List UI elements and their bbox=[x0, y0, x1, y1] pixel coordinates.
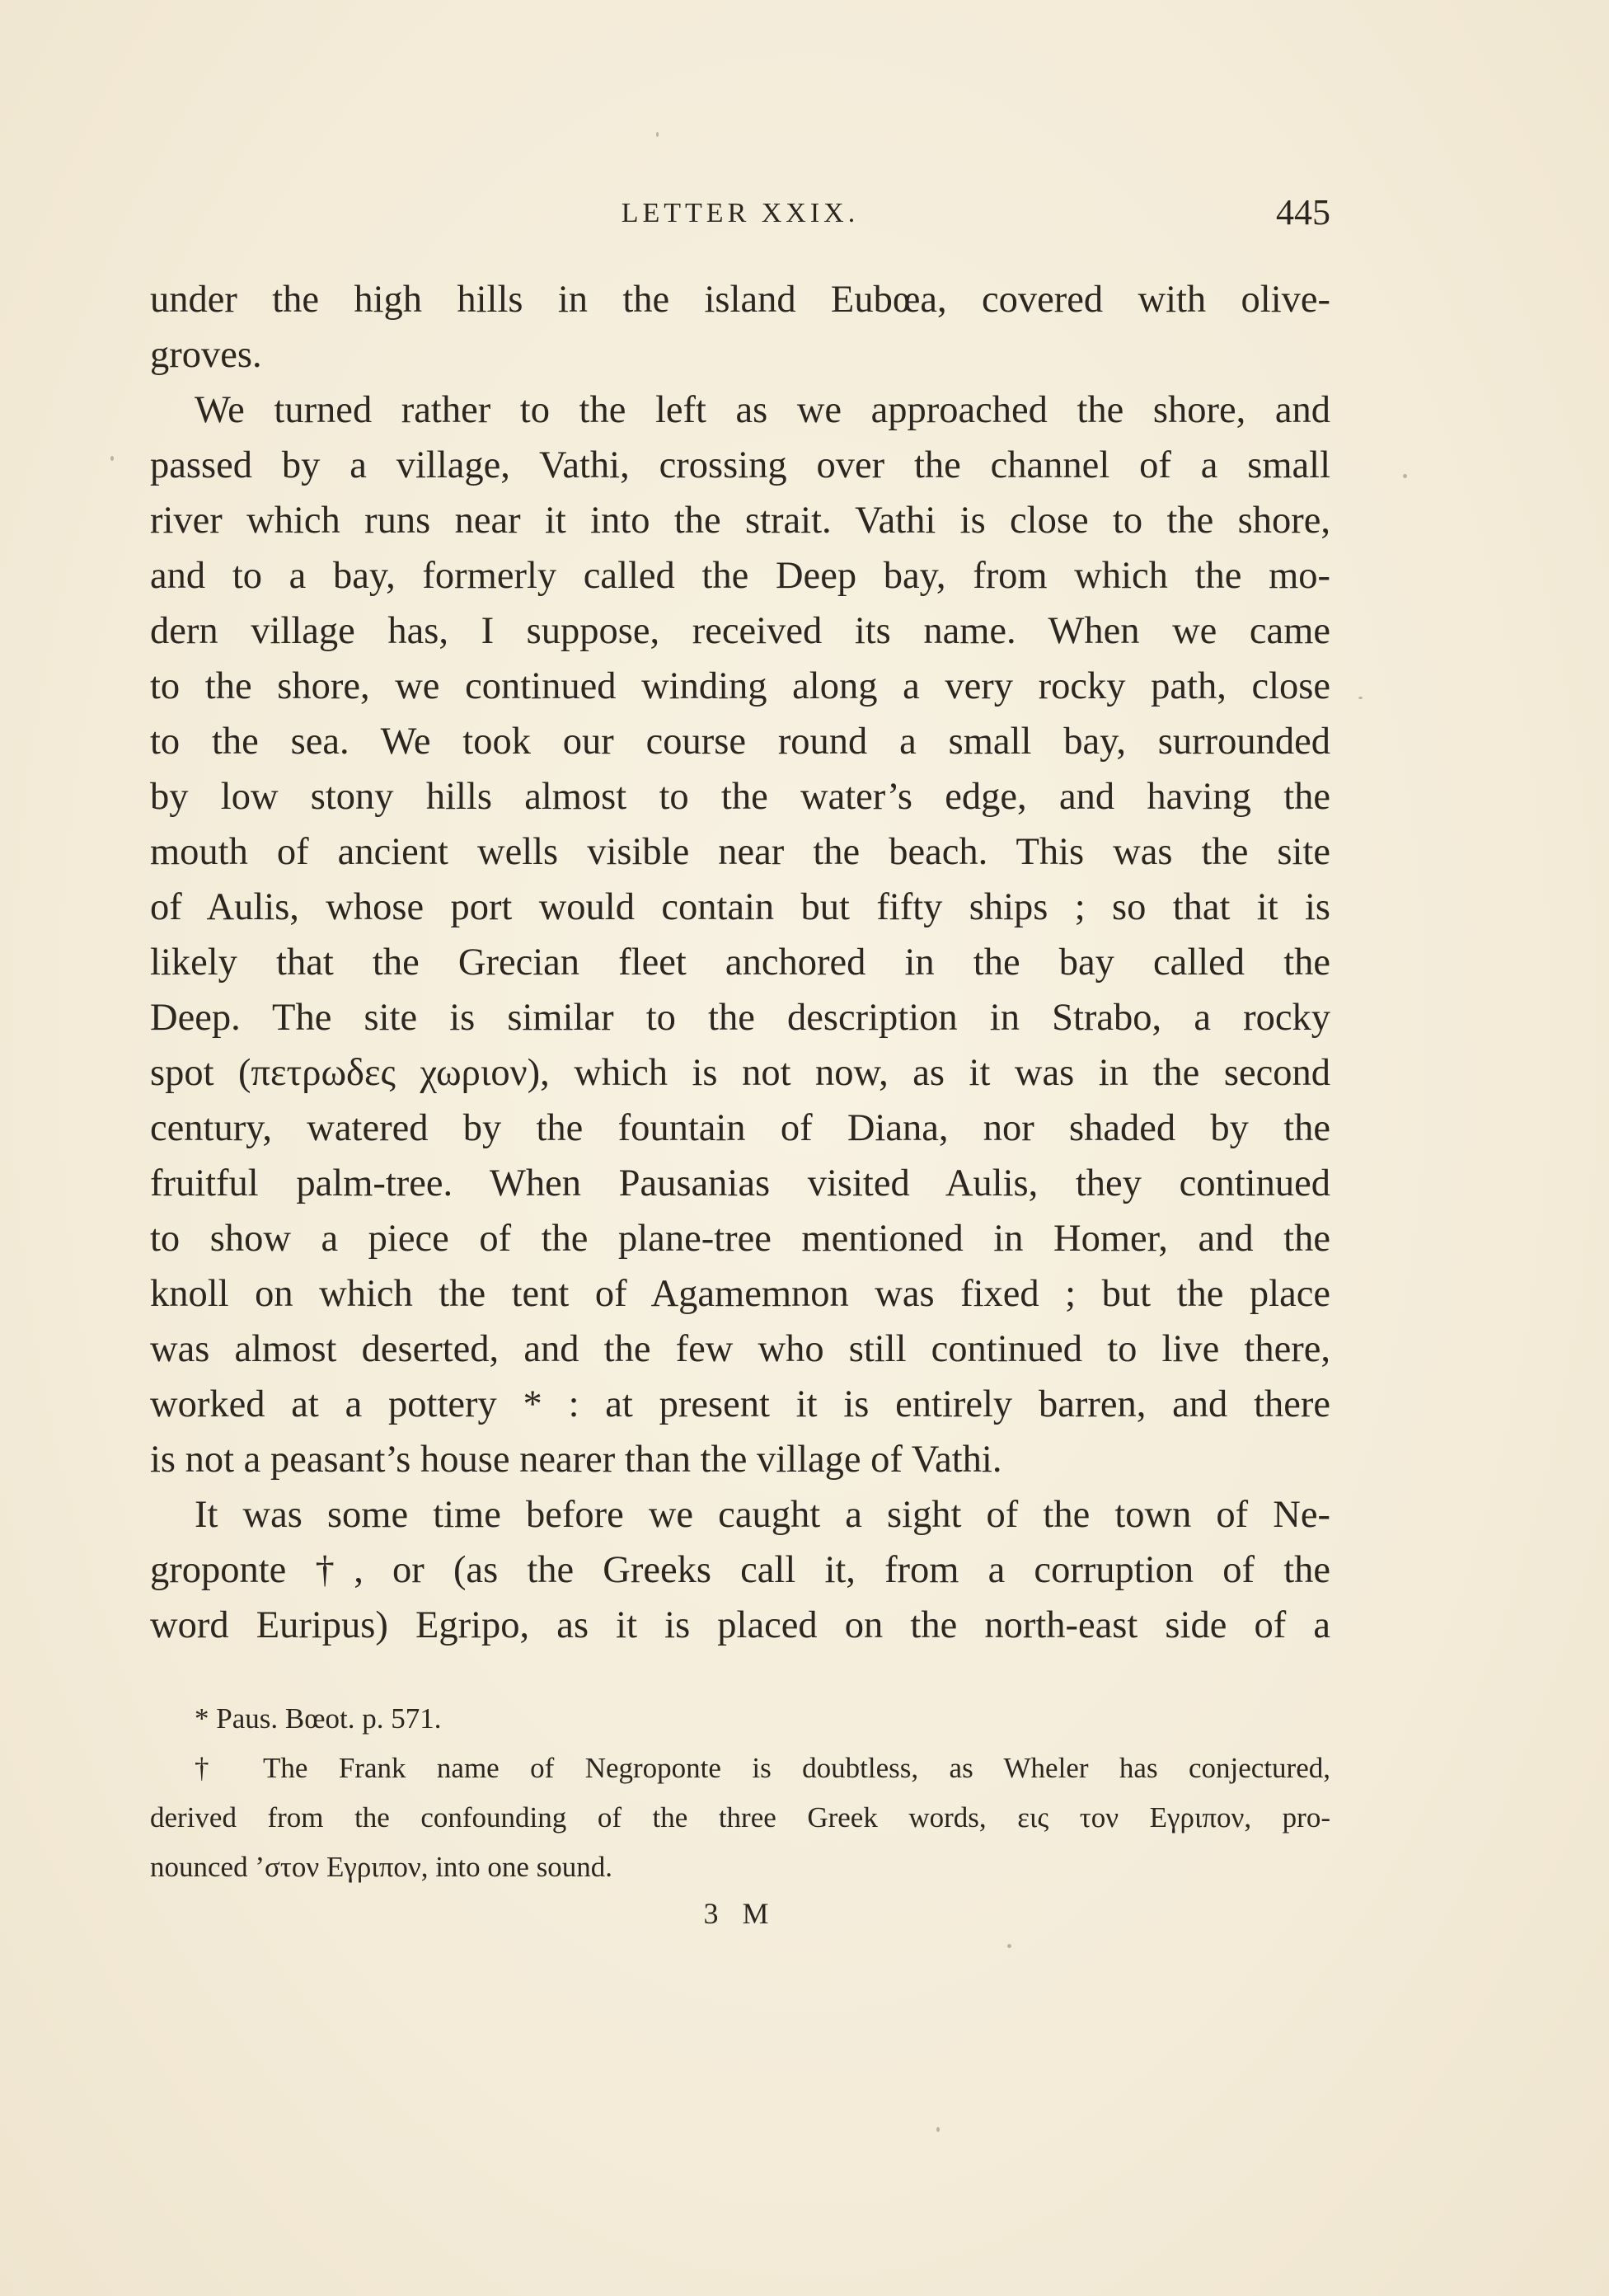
text-line: under the high hills in the island Eubœa, covered with olive- bbox=[150, 279, 1330, 321]
running-head bbox=[150, 191, 1330, 241]
page-number: 445 bbox=[1276, 192, 1330, 232]
body-text bbox=[150, 272, 1330, 1653]
text-line: knoll on which the tent of Agamemnon was fixed ; but the place bbox=[150, 1273, 1330, 1315]
text-line: to the sea. We took our course round a small bay, surrounded bbox=[150, 721, 1330, 763]
signature-mark: 3 M bbox=[703, 1897, 777, 1930]
text-line: dern village has, I suppose, received its name. When we came bbox=[150, 610, 1330, 652]
footnote-line: † The Frank name of Negroponte is doubtless, as Wheler has conjectured, bbox=[195, 1752, 1330, 1784]
paper-speck bbox=[1403, 474, 1407, 478]
text-line: spot (πετρωδες χωριον), which is not now, as it was in the second bbox=[150, 1052, 1330, 1094]
text-line: worked at a pottery * : at present it is entirely barren, and there bbox=[150, 1383, 1330, 1425]
text-line: likely that the Grecian fleet anchored in the bay called the bbox=[150, 941, 1330, 984]
text-line: word Euripus) Egripo, as it is placed on the north-east side of a bbox=[150, 1604, 1330, 1646]
footnote-line: * Paus. Bœot. p. 571. bbox=[195, 1702, 442, 1735]
text-line: was almost deserted, and the few who still continued to live there, bbox=[150, 1328, 1330, 1370]
text-line: passed by a village, Vathi, crossing over the channel of a small bbox=[150, 444, 1330, 486]
paper-speck bbox=[1358, 697, 1363, 699]
text-line: Deep. The site is similar to the description in Strabo, a rocky bbox=[150, 997, 1330, 1039]
text-line: and to a bay, formerly called the Deep bay, from which the mo- bbox=[150, 555, 1330, 597]
text-line: fruitful palm-tree. When Pausanias visited Aulis, they continued bbox=[150, 1162, 1330, 1204]
text-line: It was some time before we caught a sight of the town of Ne- bbox=[195, 1494, 1330, 1536]
paper-speck bbox=[656, 132, 659, 137]
text-line: of Aulis, whose port would contain but fifty ships ; so that it is bbox=[150, 886, 1330, 928]
text-line: groves. bbox=[150, 334, 262, 376]
text-line: by low stony hills almost to the water’s edge, and having the bbox=[150, 776, 1330, 818]
paper-speck bbox=[110, 456, 114, 461]
text-line: century, watered by the fountain of Diana, nor shaded by the bbox=[150, 1107, 1330, 1149]
footnote-line: nounced ’στον Εγριπον, into one sound. bbox=[150, 1851, 613, 1883]
footnotes bbox=[150, 1694, 1330, 1892]
text-line: river which runs near it into the strait. Vathi is close to the shore, bbox=[150, 500, 1330, 542]
text-line: mouth of ancient wells visible near the beach. This was the site bbox=[150, 831, 1330, 873]
text-line: to the shore, we continued winding along a very rocky path, close bbox=[150, 665, 1330, 707]
paper-speck bbox=[936, 2127, 940, 2132]
text-line: is not a peasant’s house nearer than the village of Vathi. bbox=[150, 1439, 1002, 1481]
paper-speck bbox=[1007, 1944, 1011, 1948]
running-title: LETTER XXIX. bbox=[621, 198, 860, 228]
text-line: to show a piece of the plane-tree mentioned in Homer, and the bbox=[150, 1218, 1330, 1260]
text-line: groponte †, or (as the Greeks call it, from a corruption of the bbox=[150, 1549, 1330, 1591]
text-line: We turned rather to the left as we approached the shore, and bbox=[195, 389, 1330, 431]
footnote-line: derived from the confounding of the three Greek words, εις τον Εγριπον, pro- bbox=[150, 1801, 1330, 1834]
